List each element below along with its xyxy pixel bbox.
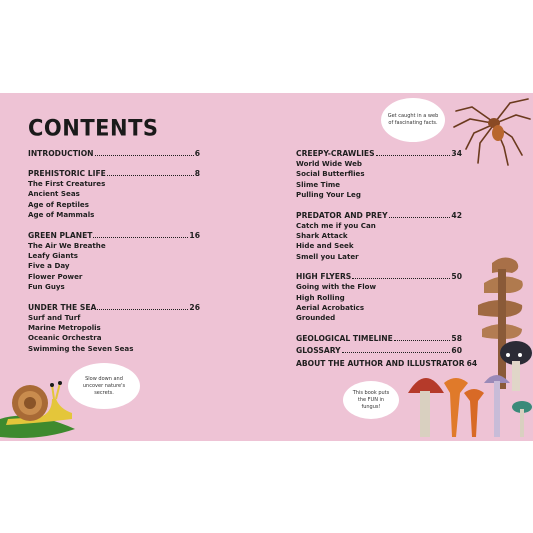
contents-item[interactable]: Social Butterflies <box>296 169 365 179</box>
section-heading-label: UNDER THE SEA <box>28 302 97 312</box>
section-heading[interactable] <box>28 303 200 313</box>
section-heading[interactable] <box>28 149 200 159</box>
contents-item[interactable]: Pulling Your Leg <box>296 190 361 200</box>
section-heading-label: ABOUT THE AUTHOR AND ILLUSTRATOR <box>296 358 465 368</box>
contents-item[interactable]: The First Creatures <box>28 179 106 188</box>
section-heading-label: HIGH FLYERS <box>296 272 352 282</box>
contents-item[interactable]: Slime Time <box>296 179 341 189</box>
page-number: 26 <box>189 302 200 312</box>
contents-item[interactable]: Ancient Seas <box>28 189 80 199</box>
mushrooms-icon <box>404 243 533 441</box>
contents-section <box>28 231 200 293</box>
contents-item[interactable]: Smell you Later <box>296 251 359 261</box>
section-heading-label: GLOSSARY <box>296 346 341 356</box>
spider-bubble-text: Get caught in a web of fascinating facts. <box>387 113 439 126</box>
page-number: 34 <box>451 149 462 158</box>
contents-item[interactable]: Oceanic Orchestra <box>28 333 102 343</box>
book-spread <box>0 93 533 441</box>
page-number: 60 <box>451 346 462 356</box>
contents-item[interactable]: Fun Guys <box>28 282 65 292</box>
contents-item[interactable]: Shark Attack <box>296 230 348 240</box>
section-heading[interactable] <box>296 149 462 159</box>
section-heading[interactable] <box>28 169 200 179</box>
contents-item[interactable]: Grounded <box>296 313 336 323</box>
page-number: 8 <box>194 169 200 178</box>
dot-leader <box>389 217 451 218</box>
snail-icon <box>0 379 80 441</box>
contents-item[interactable]: Surf and Turf <box>28 312 81 322</box>
section-heading[interactable] <box>296 211 462 221</box>
spider-speech-bubble <box>381 98 445 142</box>
page-number: 50 <box>451 272 462 282</box>
fungus-speech-bubble <box>343 381 399 419</box>
contents-section <box>28 303 200 355</box>
contents-section <box>28 149 200 159</box>
page-number: 64 <box>466 358 478 368</box>
section-heading[interactable] <box>28 231 200 241</box>
page-number: 16 <box>189 230 200 240</box>
dot-leader <box>95 155 194 156</box>
contents-item[interactable]: Flower Power <box>28 271 83 281</box>
section-heading-label: GREEN PLANET <box>28 230 93 240</box>
contents-item[interactable]: Swimming the Seven Seas <box>28 343 134 353</box>
contents-item[interactable]: Leafy Giants <box>28 250 79 260</box>
page-number: 58 <box>451 333 462 343</box>
contents-item[interactable]: Going with the Flow <box>296 282 377 292</box>
contents-item[interactable]: The Air We Breathe <box>28 240 106 250</box>
contents-item[interactable]: Marine Metropolis <box>28 322 101 332</box>
dot-leader <box>97 309 188 310</box>
page-number: 6 <box>194 149 200 158</box>
section-heading-label: CREEPY-CRAWLIES <box>296 149 375 158</box>
page-number: 42 <box>451 210 462 220</box>
contents-section <box>28 169 200 221</box>
section-heading-label: PREDATOR AND PREY <box>296 210 388 220</box>
contents-item[interactable]: Age of Mammals <box>28 210 95 220</box>
section-heading-label: PREHISTORIC LIFE <box>28 169 106 178</box>
section-heading-label: INTRODUCTION <box>28 149 94 158</box>
contents-item[interactable]: Aerial Acrobatics <box>296 302 365 312</box>
contents-item[interactable]: Hide and Seek <box>296 241 354 251</box>
contents-item[interactable]: Age of Reptiles <box>28 199 89 209</box>
fungus-bubble-text: This book puts the FUN in fungus! <box>352 389 390 410</box>
dot-leader <box>93 237 188 238</box>
spider-icon <box>452 93 532 168</box>
page-title: CONTENTS <box>28 115 159 141</box>
contents-left-column <box>28 149 200 364</box>
contents-item[interactable]: Catch me if you Can <box>296 220 376 230</box>
contents-section <box>296 149 462 201</box>
contents-item[interactable]: World Wide Web <box>296 159 362 168</box>
snail-bubble-text: Slow down and uncover nature's secrets. <box>82 375 126 396</box>
dot-leader <box>107 175 194 176</box>
dot-leader <box>376 155 451 156</box>
contents-item[interactable]: High Rolling <box>296 292 345 302</box>
contents-item[interactable]: Five a Day <box>28 261 70 271</box>
section-heading-label: GEOLOGICAL TIMELINE <box>296 333 393 343</box>
